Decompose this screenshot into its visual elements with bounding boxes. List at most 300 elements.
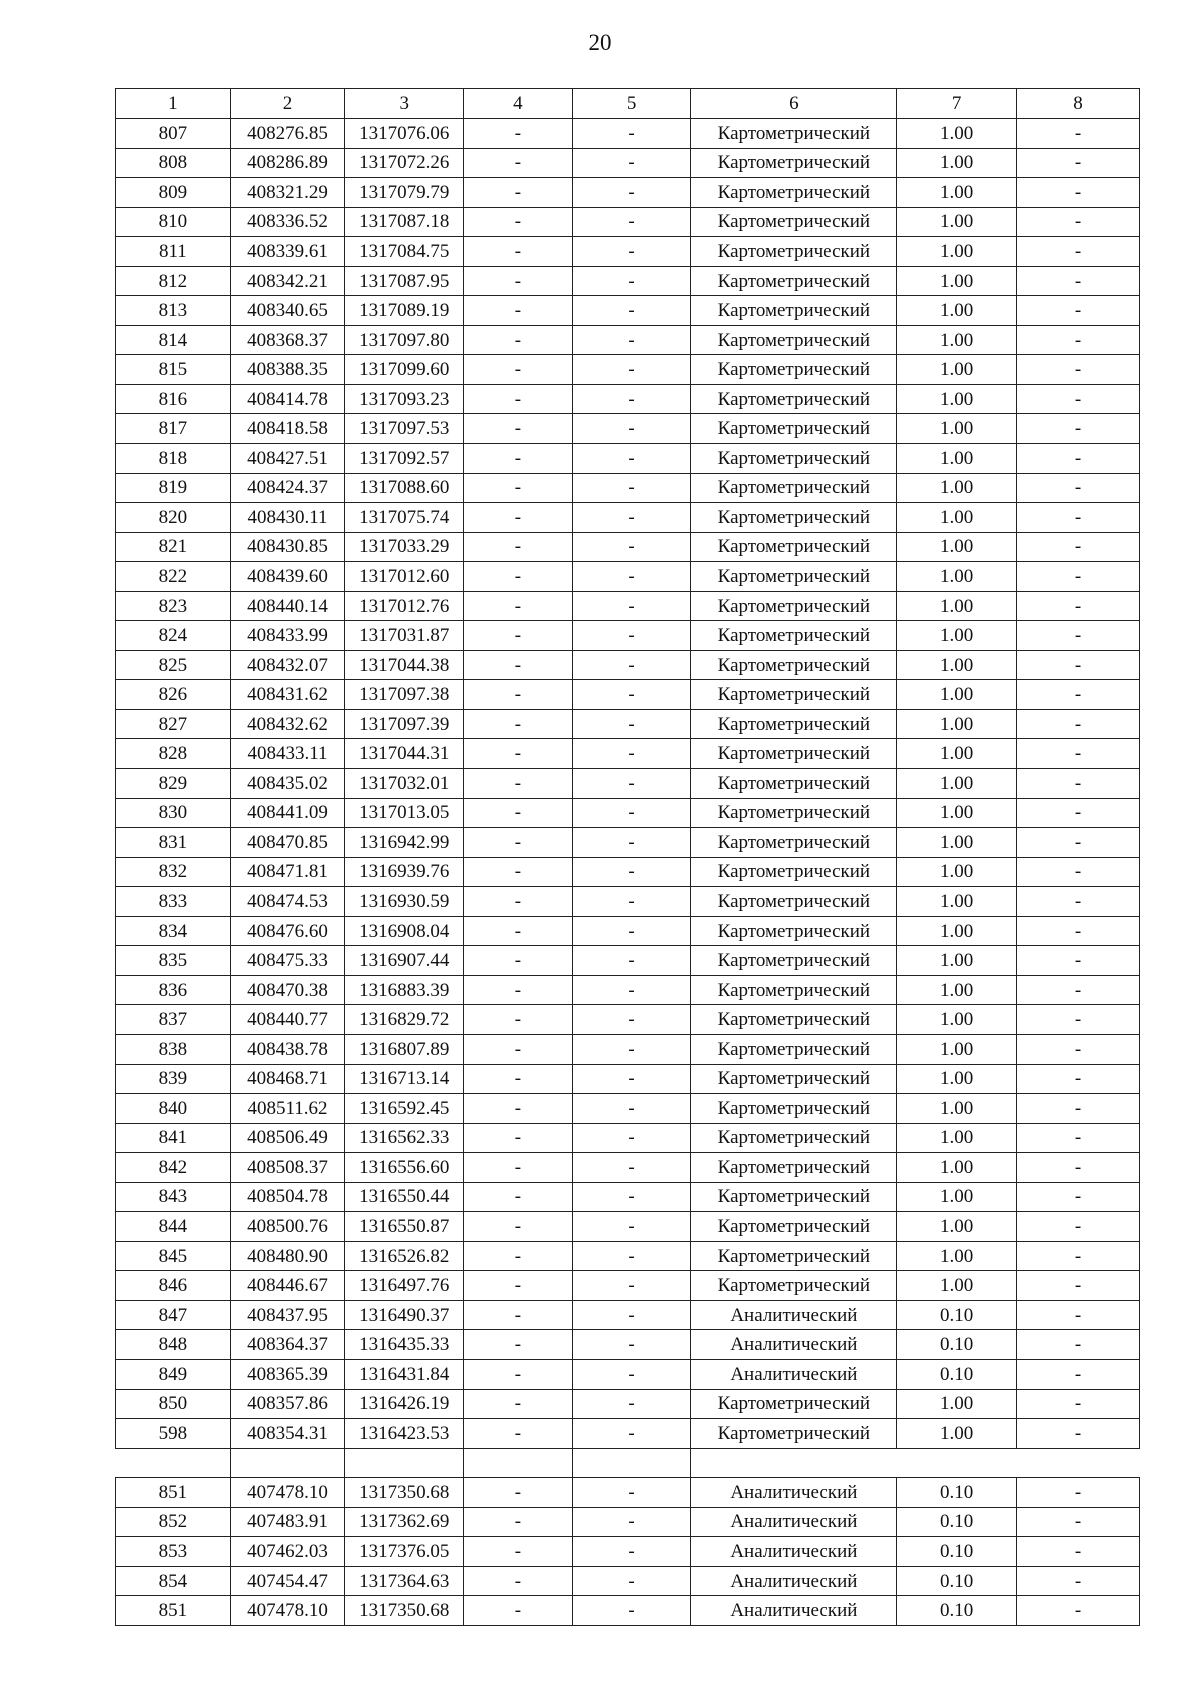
cell-col-4: - — [464, 384, 573, 414]
table-row — [116, 1153, 1140, 1183]
table-row — [116, 739, 1140, 769]
cell-point-number: 831 — [116, 828, 231, 858]
cell-point-number: 841 — [116, 1123, 231, 1153]
cell-accuracy: 1.00 — [897, 178, 1017, 208]
cell-coord-y: 1317012.60 — [345, 562, 464, 592]
cell-col-8: - — [1017, 355, 1140, 385]
cell-method: Аналитический — [691, 1596, 897, 1626]
cell-accuracy: 1.00 — [897, 1123, 1017, 1153]
cell-method: Картометрический — [691, 739, 897, 769]
table-row — [116, 1566, 1140, 1596]
page-number: 20 — [588, 30, 612, 55]
cell-point-number: 816 — [116, 384, 231, 414]
table-row — [116, 1478, 1140, 1508]
cell-coord-y: 1316435.33 — [345, 1330, 464, 1360]
cell-coord-y: 1316497.76 — [345, 1271, 464, 1301]
table-row — [116, 946, 1140, 976]
table-row — [116, 1271, 1140, 1301]
cell-coord-x: 408424.37 — [230, 473, 345, 503]
cell-coord-x: 408365.39 — [230, 1359, 345, 1389]
cell-coord-y: 1316713.14 — [345, 1064, 464, 1094]
cell-method: Картометрический — [691, 1153, 897, 1183]
cell-coord-y: 1316550.87 — [345, 1212, 464, 1242]
cell-col-4: - — [464, 355, 573, 385]
table-row — [116, 1034, 1140, 1064]
separator-cell — [230, 1448, 345, 1478]
cell-accuracy: 1.00 — [897, 769, 1017, 799]
cell-col-4: - — [464, 680, 573, 710]
cell-point-number: 828 — [116, 739, 231, 769]
cell-method: Аналитический — [691, 1330, 897, 1360]
cell-coord-x: 408342.21 — [230, 266, 345, 296]
cell-coord-x: 408321.29 — [230, 178, 345, 208]
cell-accuracy: 1.00 — [897, 325, 1017, 355]
table-row — [116, 1359, 1140, 1389]
cell-coord-y: 1316550.44 — [345, 1182, 464, 1212]
cell-point-number: 814 — [116, 325, 231, 355]
cell-accuracy: 1.00 — [897, 1182, 1017, 1212]
cell-method: Картометрический — [691, 1389, 897, 1419]
separator-cell — [1017, 1448, 1140, 1478]
cell-accuracy: 1.00 — [897, 503, 1017, 533]
table-row — [116, 562, 1140, 592]
cell-point-number: 809 — [116, 178, 231, 208]
table-row — [116, 798, 1140, 828]
cell-col-8: - — [1017, 384, 1140, 414]
cell-coord-y: 1317079.79 — [345, 178, 464, 208]
cell-accuracy: 1.00 — [897, 1419, 1017, 1449]
cell-coord-y: 1317097.39 — [345, 709, 464, 739]
cell-col-5: - — [572, 1419, 691, 1449]
cell-accuracy: 1.00 — [897, 473, 1017, 503]
cell-point-number: 818 — [116, 444, 231, 474]
cell-accuracy: 0.10 — [897, 1566, 1017, 1596]
cell-method: Картометрический — [691, 1212, 897, 1242]
cell-point-number: 848 — [116, 1330, 231, 1360]
cell-col-4: - — [464, 1566, 573, 1596]
cell-col-4: - — [464, 1507, 573, 1537]
cell-accuracy: 1.00 — [897, 414, 1017, 444]
table-row — [116, 532, 1140, 562]
cell-col-5: - — [572, 148, 691, 178]
table-row — [116, 444, 1140, 474]
cell-point-number: 842 — [116, 1153, 231, 1183]
cell-accuracy: 1.00 — [897, 857, 1017, 887]
cell-col-4: - — [464, 769, 573, 799]
table-row — [116, 266, 1140, 296]
cell-coord-y: 1316829.72 — [345, 1005, 464, 1035]
cell-col-8: - — [1017, 207, 1140, 237]
cell-coord-x: 408437.95 — [230, 1300, 345, 1330]
cell-col-8: - — [1017, 1123, 1140, 1153]
cell-col-4: - — [464, 1271, 573, 1301]
cell-coord-x: 408340.65 — [230, 296, 345, 326]
header-cell: 1 — [116, 89, 231, 119]
cell-col-5: - — [572, 1566, 691, 1596]
cell-col-8: - — [1017, 916, 1140, 946]
cell-coord-y: 1317072.26 — [345, 148, 464, 178]
cell-col-5: - — [572, 444, 691, 474]
cell-accuracy: 1.00 — [897, 680, 1017, 710]
cell-coord-y: 1316490.37 — [345, 1300, 464, 1330]
cell-coord-y: 1316592.45 — [345, 1094, 464, 1124]
cell-col-5: - — [572, 1300, 691, 1330]
cell-col-5: - — [572, 769, 691, 799]
cell-method: Картометрический — [691, 473, 897, 503]
cell-coord-y: 1317097.53 — [345, 414, 464, 444]
cell-col-8: - — [1017, 769, 1140, 799]
cell-col-5: - — [572, 828, 691, 858]
cell-method: Картометрический — [691, 444, 897, 474]
cell-coord-x: 408439.60 — [230, 562, 345, 592]
table-row — [116, 1507, 1140, 1537]
cell-method: Картометрический — [691, 296, 897, 326]
table-row — [116, 680, 1140, 710]
cell-col-4: - — [464, 1005, 573, 1035]
cell-method: Картометрический — [691, 916, 897, 946]
cell-accuracy: 1.00 — [897, 266, 1017, 296]
table-row — [116, 503, 1140, 533]
separator-row — [116, 1448, 1140, 1478]
cell-coord-y: 1317089.19 — [345, 296, 464, 326]
cell-coord-x: 408474.53 — [230, 887, 345, 917]
table-row — [116, 1123, 1140, 1153]
separator-cell — [464, 1448, 573, 1478]
table-row — [116, 237, 1140, 267]
cell-col-8: - — [1017, 798, 1140, 828]
cell-col-8: - — [1017, 680, 1140, 710]
cell-method: Картометрический — [691, 680, 897, 710]
cell-coord-y: 1317088.60 — [345, 473, 464, 503]
cell-col-8: - — [1017, 266, 1140, 296]
cell-accuracy: 1.00 — [897, 1389, 1017, 1419]
cell-col-5: - — [572, 1537, 691, 1567]
table-row — [116, 325, 1140, 355]
cell-col-5: - — [572, 473, 691, 503]
table-row — [116, 1300, 1140, 1330]
cell-col-5: - — [572, 1153, 691, 1183]
cell-col-5: - — [572, 384, 691, 414]
cell-col-8: - — [1017, 1153, 1140, 1183]
cell-accuracy: 1.00 — [897, 946, 1017, 976]
cell-coord-x: 408418.58 — [230, 414, 345, 444]
cell-accuracy: 1.00 — [897, 591, 1017, 621]
table-row — [116, 1537, 1140, 1567]
cell-col-4: - — [464, 178, 573, 208]
cell-coord-y: 1317084.75 — [345, 237, 464, 267]
cell-accuracy: 1.00 — [897, 739, 1017, 769]
cell-method: Картометрический — [691, 532, 897, 562]
cell-col-8: - — [1017, 857, 1140, 887]
cell-col-8: - — [1017, 325, 1140, 355]
cell-accuracy: 0.10 — [897, 1537, 1017, 1567]
cell-col-5: - — [572, 1182, 691, 1212]
cell-point-number: 845 — [116, 1241, 231, 1271]
table-row — [116, 1389, 1140, 1419]
cell-coord-y: 1317013.05 — [345, 798, 464, 828]
header-cell: 7 — [897, 89, 1017, 119]
table-row — [116, 1212, 1140, 1242]
cell-point-number: 817 — [116, 414, 231, 444]
cell-point-number: 843 — [116, 1182, 231, 1212]
cell-coord-y: 1317097.80 — [345, 325, 464, 355]
header-row — [116, 89, 1140, 119]
cell-coord-y: 1317012.76 — [345, 591, 464, 621]
table-row — [116, 1330, 1140, 1360]
cell-col-4: - — [464, 650, 573, 680]
cell-coord-y: 1316939.76 — [345, 857, 464, 887]
separator-cell — [345, 1448, 464, 1478]
cell-point-number: 824 — [116, 621, 231, 651]
cell-coord-x: 408336.52 — [230, 207, 345, 237]
header-cell: 6 — [691, 89, 897, 119]
table-row — [116, 119, 1140, 149]
cell-point-number: 815 — [116, 355, 231, 385]
cell-col-8: - — [1017, 1271, 1140, 1301]
cell-col-5: - — [572, 1034, 691, 1064]
cell-coord-x: 408440.14 — [230, 591, 345, 621]
cell-point-number: 807 — [116, 119, 231, 149]
cell-point-number: 826 — [116, 680, 231, 710]
cell-col-4: - — [464, 857, 573, 887]
cell-col-4: - — [464, 1300, 573, 1330]
cell-col-5: - — [572, 325, 691, 355]
cell-point-number: 851 — [116, 1596, 231, 1626]
cell-col-5: - — [572, 621, 691, 651]
cell-accuracy: 1.00 — [897, 828, 1017, 858]
cell-coord-y: 1317097.38 — [345, 680, 464, 710]
cell-col-5: - — [572, 532, 691, 562]
cell-col-4: - — [464, 828, 573, 858]
cell-col-5: - — [572, 975, 691, 1005]
cell-coord-y: 1317350.68 — [345, 1478, 464, 1508]
cell-point-number: 834 — [116, 916, 231, 946]
table-row — [116, 621, 1140, 651]
cell-col-5: - — [572, 237, 691, 267]
cell-col-8: - — [1017, 1212, 1140, 1242]
cell-point-number: 853 — [116, 1537, 231, 1567]
cell-col-5: - — [572, 591, 691, 621]
cell-coord-x: 408276.85 — [230, 119, 345, 149]
cell-accuracy: 1.00 — [897, 887, 1017, 917]
cell-accuracy: 1.00 — [897, 1034, 1017, 1064]
cell-coord-x: 408508.37 — [230, 1153, 345, 1183]
table-row — [116, 207, 1140, 237]
cell-method: Картометрический — [691, 1123, 897, 1153]
cell-col-4: - — [464, 1330, 573, 1360]
cell-coord-x: 407478.10 — [230, 1478, 345, 1508]
cell-col-8: - — [1017, 178, 1140, 208]
cell-method: Картометрический — [691, 1419, 897, 1449]
cell-point-number: 825 — [116, 650, 231, 680]
cell-col-5: - — [572, 1064, 691, 1094]
table-row — [116, 1596, 1140, 1626]
cell-method: Аналитический — [691, 1300, 897, 1330]
table-row — [116, 650, 1140, 680]
cell-point-number: 844 — [116, 1212, 231, 1242]
cell-coord-y: 1317075.74 — [345, 503, 464, 533]
cell-col-8: - — [1017, 709, 1140, 739]
cell-point-number: 822 — [116, 562, 231, 592]
cell-point-number: 813 — [116, 296, 231, 326]
cell-coord-y: 1317031.87 — [345, 621, 464, 651]
cell-point-number: 830 — [116, 798, 231, 828]
cell-col-8: - — [1017, 1359, 1140, 1389]
cell-coord-x: 407454.47 — [230, 1566, 345, 1596]
cell-method: Картометрический — [691, 384, 897, 414]
cell-coord-x: 408435.02 — [230, 769, 345, 799]
cell-method: Картометрический — [691, 503, 897, 533]
cell-col-8: - — [1017, 887, 1140, 917]
cell-col-4: - — [464, 532, 573, 562]
cell-col-8: - — [1017, 1537, 1140, 1567]
cell-method: Картометрический — [691, 621, 897, 651]
cell-col-8: - — [1017, 562, 1140, 592]
cell-coord-x: 408476.60 — [230, 916, 345, 946]
cell-col-5: - — [572, 1241, 691, 1271]
cell-accuracy: 1.00 — [897, 384, 1017, 414]
cell-coord-y: 1317032.01 — [345, 769, 464, 799]
cell-coord-x: 408480.90 — [230, 1241, 345, 1271]
table-row — [116, 178, 1140, 208]
cell-accuracy: 1.00 — [897, 1064, 1017, 1094]
cell-point-number: 852 — [116, 1507, 231, 1537]
cell-col-5: - — [572, 266, 691, 296]
cell-coord-y: 1316930.59 — [345, 887, 464, 917]
cell-col-5: - — [572, 1389, 691, 1419]
cell-accuracy: 0.10 — [897, 1596, 1017, 1626]
cell-col-5: - — [572, 650, 691, 680]
cell-col-5: - — [572, 798, 691, 828]
table-row — [116, 828, 1140, 858]
cell-col-8: - — [1017, 1330, 1140, 1360]
cell-coord-y: 1316426.19 — [345, 1389, 464, 1419]
cell-point-number: 833 — [116, 887, 231, 917]
cell-col-8: - — [1017, 739, 1140, 769]
cell-coord-x: 408506.49 — [230, 1123, 345, 1153]
cell-coord-y: 1317076.06 — [345, 119, 464, 149]
cell-coord-y: 1317092.57 — [345, 444, 464, 474]
cell-method: Картометрический — [691, 207, 897, 237]
cell-col-8: - — [1017, 1182, 1140, 1212]
cell-col-8: - — [1017, 946, 1140, 976]
cell-col-4: - — [464, 1153, 573, 1183]
cell-coord-y: 1317362.69 — [345, 1507, 464, 1537]
cell-accuracy: 1.00 — [897, 1271, 1017, 1301]
table-row — [116, 709, 1140, 739]
cell-point-number: 832 — [116, 857, 231, 887]
table-row — [116, 296, 1140, 326]
cell-coord-x: 408475.33 — [230, 946, 345, 976]
cell-coord-x: 408388.35 — [230, 355, 345, 385]
cell-accuracy: 0.10 — [897, 1507, 1017, 1537]
cell-col-8: - — [1017, 1478, 1140, 1508]
cell-point-number: 849 — [116, 1359, 231, 1389]
cell-coord-x: 408441.09 — [230, 798, 345, 828]
cell-col-8: - — [1017, 1566, 1140, 1596]
cell-method: Картометрический — [691, 857, 897, 887]
cell-coord-y: 1316883.39 — [345, 975, 464, 1005]
cell-col-4: - — [464, 1596, 573, 1626]
cell-col-5: - — [572, 1478, 691, 1508]
cell-method: Аналитический — [691, 1359, 897, 1389]
cell-coord-y: 1316908.04 — [345, 916, 464, 946]
cell-col-5: - — [572, 916, 691, 946]
separator-cell — [116, 1448, 231, 1478]
cell-col-8: - — [1017, 414, 1140, 444]
separator-cell — [897, 1448, 1017, 1478]
cell-method: Картометрический — [691, 178, 897, 208]
cell-col-4: - — [464, 562, 573, 592]
cell-coord-x: 408500.76 — [230, 1212, 345, 1242]
cell-point-number: 851 — [116, 1478, 231, 1508]
cell-point-number: 823 — [116, 591, 231, 621]
cell-col-5: - — [572, 739, 691, 769]
cell-col-4: - — [464, 1359, 573, 1389]
cell-accuracy: 1.00 — [897, 975, 1017, 1005]
cell-accuracy: 1.00 — [897, 621, 1017, 651]
separator-cell — [572, 1448, 691, 1478]
cell-method: Картометрический — [691, 1005, 897, 1035]
table-row — [116, 916, 1140, 946]
cell-col-4: - — [464, 1478, 573, 1508]
cell-coord-x: 408368.37 — [230, 325, 345, 355]
table-row — [116, 591, 1140, 621]
cell-method: Картометрический — [691, 975, 897, 1005]
cell-coord-y: 1316556.60 — [345, 1153, 464, 1183]
cell-point-number: 839 — [116, 1064, 231, 1094]
cell-coord-x: 408427.51 — [230, 444, 345, 474]
cell-coord-x: 408414.78 — [230, 384, 345, 414]
cell-accuracy: 1.00 — [897, 119, 1017, 149]
cell-col-8: - — [1017, 1034, 1140, 1064]
cell-col-4: - — [464, 325, 573, 355]
cell-point-number: 837 — [116, 1005, 231, 1035]
cell-point-number: 812 — [116, 266, 231, 296]
cell-coord-y: 1317044.31 — [345, 739, 464, 769]
cell-method: Картометрический — [691, 355, 897, 385]
cell-col-5: - — [572, 857, 691, 887]
cell-coord-y: 1317087.18 — [345, 207, 464, 237]
cell-point-number: 821 — [116, 532, 231, 562]
header-cell: 2 — [230, 89, 345, 119]
header-cell: 3 — [345, 89, 464, 119]
table-row — [116, 887, 1140, 917]
cell-method: Картометрический — [691, 266, 897, 296]
cell-col-4: - — [464, 621, 573, 651]
cell-col-5: - — [572, 296, 691, 326]
cell-point-number: 819 — [116, 473, 231, 503]
cell-col-4: - — [464, 1182, 573, 1212]
cell-col-4: - — [464, 503, 573, 533]
cell-col-4: - — [464, 798, 573, 828]
cell-point-number: 847 — [116, 1300, 231, 1330]
cell-col-4: - — [464, 207, 573, 237]
table-row — [116, 355, 1140, 385]
table-row — [116, 1182, 1140, 1212]
cell-accuracy: 0.10 — [897, 1478, 1017, 1508]
cell-col-4: - — [464, 1064, 573, 1094]
cell-col-4: - — [464, 414, 573, 444]
cell-method: Аналитический — [691, 1566, 897, 1596]
cell-coord-y: 1316562.33 — [345, 1123, 464, 1153]
table-row — [116, 1419, 1140, 1449]
cell-col-4: - — [464, 148, 573, 178]
cell-col-4: - — [464, 473, 573, 503]
cell-coord-x: 407483.91 — [230, 1507, 345, 1537]
table-row — [116, 1094, 1140, 1124]
cell-coord-y: 1316807.89 — [345, 1034, 464, 1064]
